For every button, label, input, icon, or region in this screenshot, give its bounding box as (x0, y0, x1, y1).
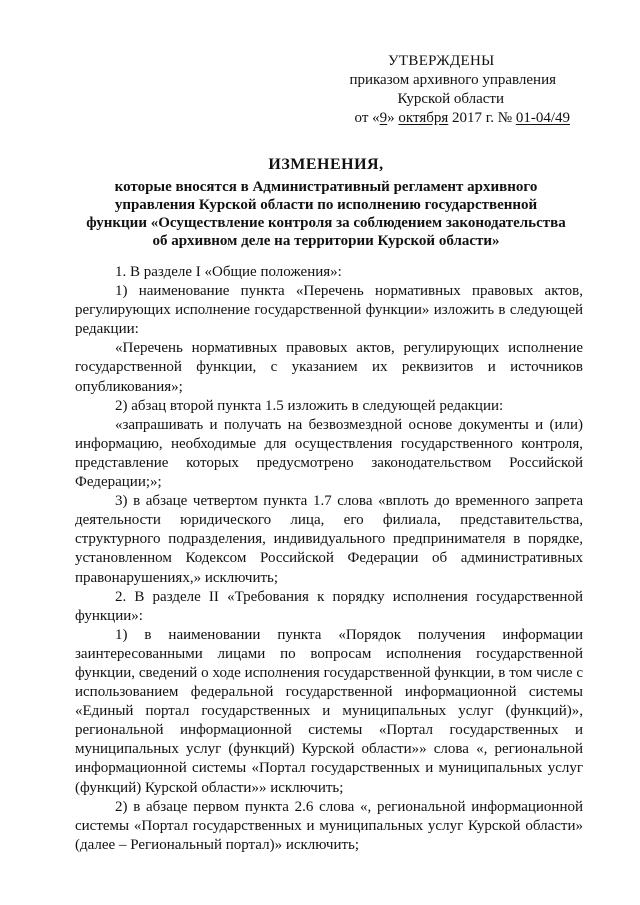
date-day: 9 (379, 110, 388, 126)
paragraph-item-1-2: 2) абзац второй пункта 1.5 изложить в следующей редакции: (115, 397, 504, 414)
approval-title: УТВЕРЖДЕНЫ (388, 53, 495, 69)
heading-line-4: об архивном деле на территории Курской области» (152, 233, 500, 249)
document-body (75, 263, 583, 855)
date-year: 2017 г. № (452, 110, 513, 126)
heading-line-3: функции «Осуществление контроля за соблюдением законодательства (86, 215, 566, 231)
paragraph-item-2-1: 1) в наименовании пункта «Порядок получения информации заинтересованными лицами по вопросам исполнения государственной функции, сведений о ходе исполнения государственной функции, в том числе с использованием федеральной государственной информационной системы «Единый портал государственных и муниципальных услуг (функций)», региональной информационной системы «Портал государственных и муниципальных услуг (функций) Курской области»» слова «, региональной информационной системы «Портал государственных и муниципальных услуг (функций) Курской области»» исключить; (75, 626, 583, 796)
date-mid: » (387, 110, 395, 126)
paragraph-quote-2: «запрашивать и получать на безвозмездной основе документы и (или) информацию, необходимые для осуществления государственного контроля, представление которых предусмотрено законодательством Российской Федерации;»; (75, 416, 583, 491)
approval-issuer: приказом архивного управления (349, 72, 556, 88)
approval-date-number (310, 109, 570, 128)
heading-line-2: управления Курской области по исполнению государственной (114, 197, 538, 213)
paragraph-item-1-1: 1) наименование пункта «Перечень нормативных правовых актов, регулирующих исполнение государственной функции» изложить в следующей редакции: (75, 283, 583, 338)
paragraph-section-2: 2. В разделе II «Требования к порядку исполнения государственной функции»: (75, 588, 583, 624)
date-prefix: от « (354, 110, 380, 126)
date-month: октября (398, 110, 449, 126)
heading-title: ИЗМЕНЕНИЯ, (268, 156, 384, 173)
paragraph-item-2-2: 2) в абзаце первом пункта 2.6 слова «, региональной информационной системы «Портал государственных и муниципальных услуг Курской области» (далее – Региональный портал)» исключить; (75, 798, 583, 853)
order-number: 01-04/49 (515, 110, 570, 126)
heading-line-1: которые вносятся в Административный регламент архивного (114, 179, 538, 195)
paragraph-quote-1: «Перечень нормативных правовых актов, регулирующих исполнение государственной функции, с указанием их реквизитов и источников опубликования»; (75, 340, 583, 395)
paragraph-item-1-3: 3) в абзаце четвертом пункта 1.7 слова «вплоть до временного запрета деятельности юридического лица, его филиала, представительства, структурного подразделения, индивидуального предпринимателя в порядке, установленном Кодексом Российской Федерации об административных правонарушениях,» исключить; (75, 493, 583, 586)
document-heading (72, 156, 580, 250)
paragraph-section-1: 1. В разделе I «Общие положения»: (115, 264, 342, 280)
approval-region: Курской области (397, 91, 504, 107)
approval-stamp-block (310, 52, 570, 128)
